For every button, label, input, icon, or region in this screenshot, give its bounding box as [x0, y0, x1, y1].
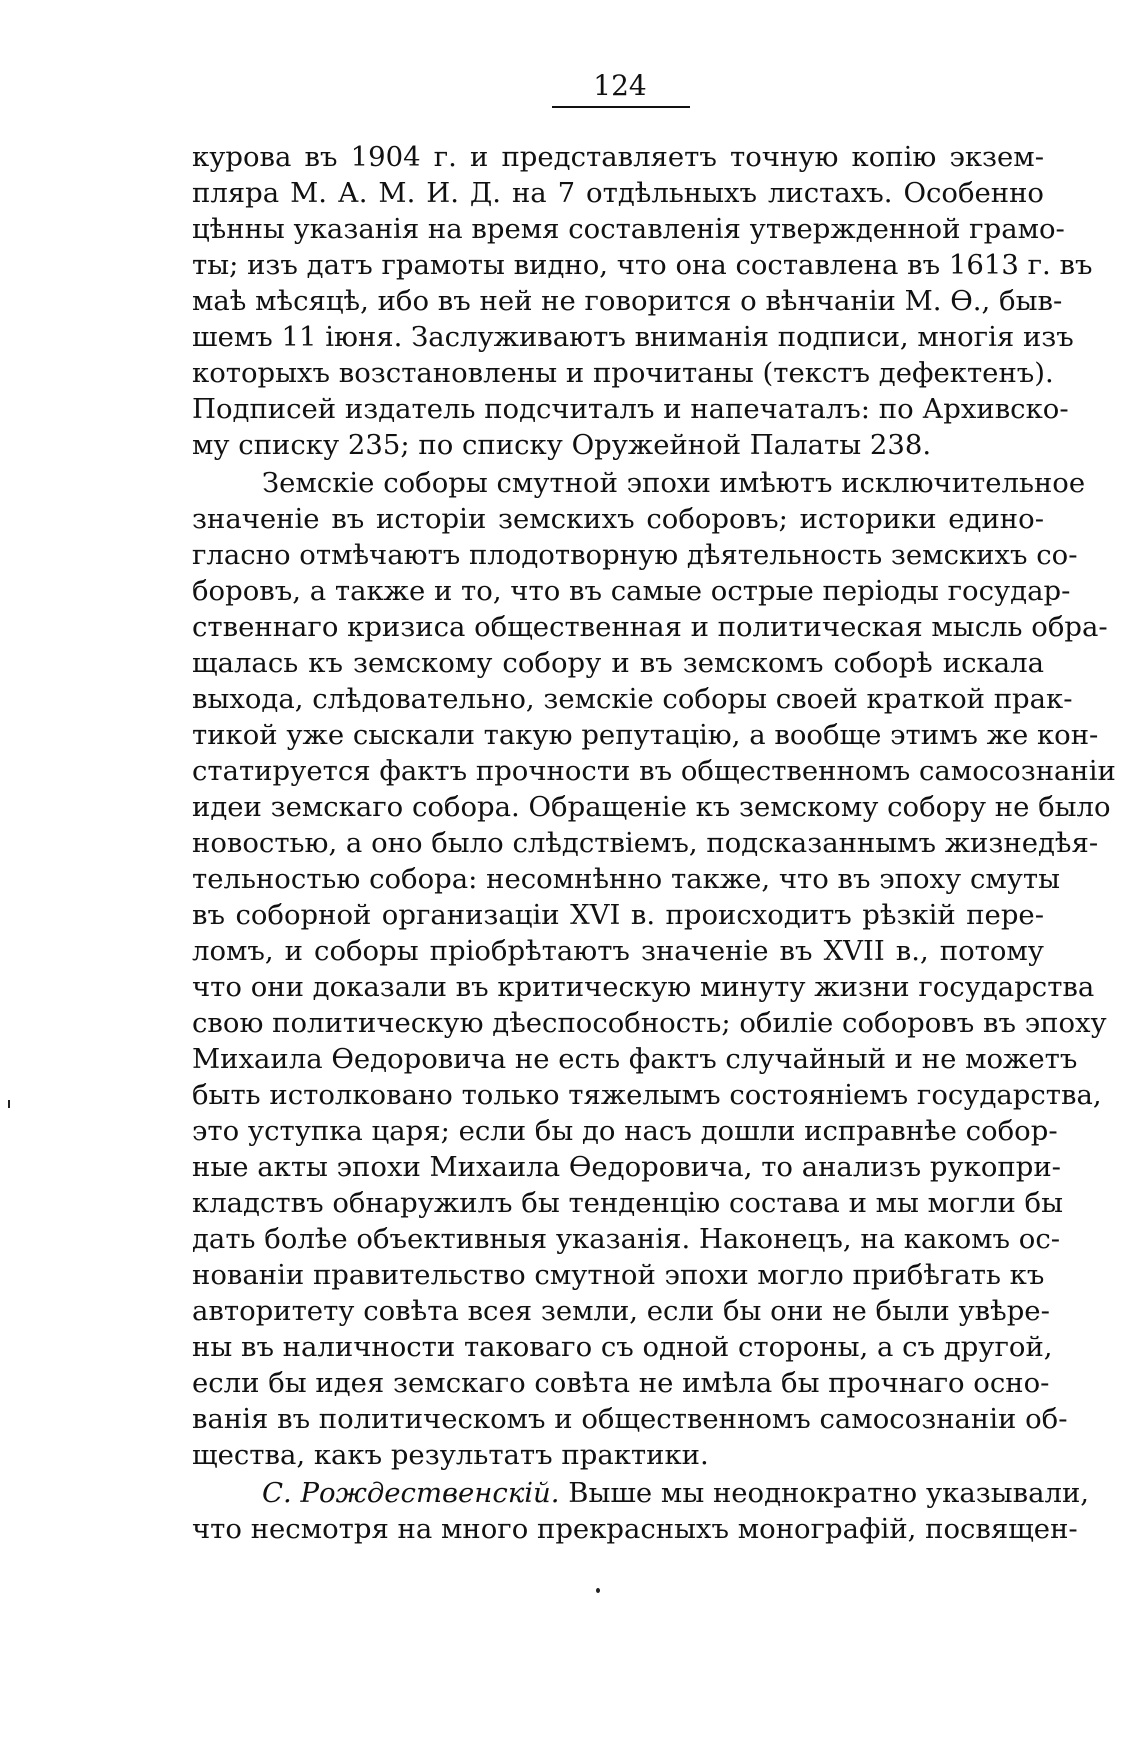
text-line: Михаила Ѳедоровича не есть фактъ случайный и не можетъ — [192, 1043, 1078, 1075]
text-line: авторитету совѣта всея земли, если бы они не были увѣре- — [192, 1295, 1050, 1327]
text-line: боровъ, а также и то, что въ самые острые періоды государ- — [192, 575, 1071, 607]
text-line: Подписей издатель подсчиталъ и напечаталъ: по Архивско- — [192, 393, 1069, 425]
paragraph-rozhdestvensky — [192, 1475, 1090, 1547]
text-line: маѣ мѣсяцѣ, ибо въ ней не говорится о вѣнчаніи М. Ѳ., быв- — [192, 285, 1063, 317]
text-line: дать болѣе объективныя указанія. Наконецъ, на какомъ ос- — [192, 1223, 1061, 1255]
paragraph-zemskie-sobory — [192, 465, 1116, 1473]
text-line: шемъ 11 іюня. Заслуживаютъ вниманія подписи, многія изъ — [192, 321, 1074, 353]
text-line: курова въ 1904 г. и представляетъ точную копію экзем- — [192, 141, 1044, 173]
text-line: Земскіе соборы смутной эпохи имѣютъ исключительное — [262, 467, 1086, 499]
text-line: статируется фактъ прочности въ общественномъ самосознаніи — [192, 755, 1116, 787]
text-line: значеніе въ исторіи земскихъ соборовъ; историки едино- — [192, 503, 1044, 535]
text-line: это уступка царя; если бы до насъ дошли исправнѣе собор- — [192, 1115, 1058, 1147]
text-line: кладствъ обнаружилъ бы тенденцію состава и мы могли бы — [192, 1187, 1063, 1219]
text-line: идеи земскаго собора. Обращеніе къ земскому собору не было — [192, 791, 1111, 823]
text-line: ты; изъ датъ грамоты видно, что она составлена въ 1613 г. въ — [192, 249, 1093, 281]
page-speck — [596, 1588, 600, 1593]
text-line: цѣнны указанія на время составленія утвержденной грамо- — [192, 213, 1065, 245]
text-line — [192, 1475, 1090, 1511]
author-name: С. Рождественскій. — [262, 1477, 560, 1509]
text-line: если бы идея земскаго совѣта не имѣла бы прочнаго осно- — [192, 1367, 1050, 1399]
text-line: тельностью собора: несомнѣнно также, что въ эпоху смуты — [192, 863, 1061, 895]
text-line: ломъ, и соборы пріобрѣтаютъ значеніе въ XVII в., потому — [192, 935, 1044, 967]
text-line: что они доказали въ критическую минуту жизни государства — [192, 971, 1095, 1003]
text-line: ные акты эпохи Михаила Ѳедоровича, то анализъ рукопри- — [192, 1151, 1061, 1183]
text-line: ванія въ политическомъ и общественномъ самосознаніи об- — [192, 1403, 1068, 1435]
text-line: гласно отмѣчаютъ плодотворную дѣятельность земскихъ со- — [192, 539, 1078, 571]
text-line: что несмотря на много прекрасныхъ монографій, посвящен- — [192, 1513, 1078, 1545]
page-number: 124 — [593, 69, 647, 102]
paragraph-continued — [192, 139, 1093, 463]
text-line: которыхъ возстановлены и прочитаны (текстъ дефектенъ). — [192, 357, 1054, 389]
text-line: нованіи правительство смутной эпохи могло прибѣгать къ — [192, 1259, 1045, 1291]
text-line: свою политическую дѣеспособность; обиліе соборовъ въ эпоху — [192, 1007, 1107, 1039]
text-line: тикой уже сыскали такую репутацію, а вообще этимъ же кон- — [192, 719, 1099, 751]
text-line: пляра М. А. М. И. Д. на 7 отдѣльныхъ листахъ. Особенно — [192, 177, 1044, 209]
text-line: щалась къ земскому собору и въ земскомъ соборѣ искала — [192, 647, 1044, 679]
margin-mark — [8, 1100, 10, 1108]
text-line: выхода, слѣдовательно, земскіе соборы своей краткой прак- — [192, 683, 1073, 715]
body-text — [192, 139, 1116, 1547]
text-line: му списку 235; по списку Оружейной Палаты 238. — [192, 429, 932, 461]
page-number-rule — [552, 106, 690, 108]
text-line: быть истолковано только тяжелымъ состояніемъ государства, — [192, 1079, 1102, 1111]
text-line: новостью, а оно было слѣдствіемъ, подсказаннымъ жизнедѣя- — [192, 827, 1099, 859]
text-line: щества, какъ результатъ практики. — [192, 1439, 709, 1471]
text-line: ственнаго кризиса общественная и политическая мысль обра- — [192, 611, 1108, 643]
text-line: въ соборной организаціи XVI в. происходитъ рѣзкій пере- — [192, 899, 1044, 931]
text-line: ны въ наличности таковаго съ одной стороны, а съ другой, — [192, 1331, 1053, 1363]
line-text: Выше мы неоднократно указывали, — [568, 1477, 1090, 1509]
